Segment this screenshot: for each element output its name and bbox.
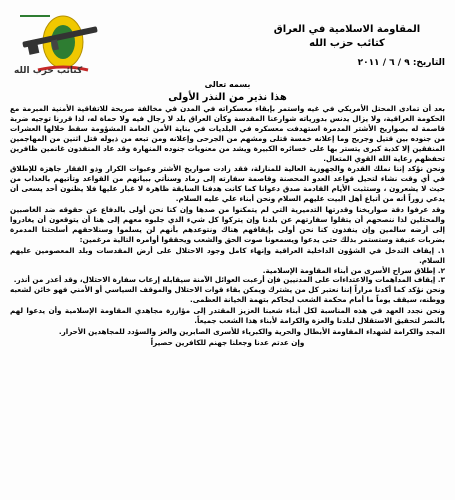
- letterhead-text: [247, 22, 447, 51]
- paragraph: المجد والكرامة لشهداء المقاومة الأبطال والحرية والكبرياء للأسرى الصابرين والعز والسؤدد للمجاهدين الأحرار.: [58, 326, 445, 336]
- statement-body: [10, 104, 445, 348]
- paragraph: ونحن نجدد العهد في هذه المناسبة لكل أبناء شعبنا العزيز المقتدر إلى مؤازرة مجاهدي المقاومة الإسلامية وأن يدعوا لهم بالنصر لتحقيق الاستقلال لبلدنا والعزة والكرامة لأبناء هذا الشعب جميعاً.: [10, 306, 445, 326]
- paragraph: وقد عرفوا دقة صواريخنا وقدرتها التدميرية التي لم يتمكنوا من صدها وإن كنا نحن أولى بالدفاع عن حقوقه ضد الغاصبين والمحتلين لذا ننصحهم أن يتقلوا سفارتهم عن بلدنا وإن يتركوا كل شيء الذي جلبوه معهم إلى هنا أن يتوقعون أن يغادروا إلى أرضه سالمين وإن ينفذون كنا نحن أولى بإيقافهم هناك ونتوعدهم بأنهم لن يسلموا وسنلاحقهم أسلحتنا المدمرة بضربات عنيفة وستستمر بذلك حتى يدعوا ويسمعونا صوت الحق والشعب ويحققوا أوامره التالية مرغمين:: [10, 205, 445, 244]
- basmala: بسمه تعالى: [204, 80, 251, 89]
- paragraph: ونحن نؤكد إننا نملك القدرة والجهوزية العالية للمنازلة، فقد زادت صواريخ الأشتر وعبوات الكرار وذو الفقار جاهزة للإطلاق في أي وقت نشاء لتحيل قواعد العدو المحصنة وقاصمة سفارته إلى رماد وسنأتي ببيانهم من القواعد وتأتيهم بالعذاب من حيث لا يشعرون ، وستثبت الأيام القادمة صدق دعوانا كما كانت هدفنا السابقة ظاهرة لا غبار عليها فلا يظنون أحد يسعى أن يدعي زوراً أنه من أتباع أهل البيت عليهم السلام ونحن أبناء علي عليه السلام.: [10, 164, 445, 204]
- logo-caption: كتائب حزب الله: [14, 66, 83, 76]
- date-label: التاريخ:: [412, 58, 445, 68]
- demand-item: ٣. إيقاف المداهمات والاعتداءات على المدنيين فإن أرعبت العوائل الآمنة سيقابله إرعاب سفارة الاحتلال، وقد أعذر من أنذر.: [13, 275, 445, 285]
- date-value: ٩ / ٦ / ٢٠١١: [357, 58, 410, 68]
- letterhead: [0, 0, 455, 86]
- date-line: [358, 58, 445, 68]
- statement-title: هذا نذير من النذر الأولى: [168, 92, 287, 103]
- brigade-name: كتائب حزب الله: [309, 38, 385, 49]
- demand-item: ٢. إطلاق سراح الأسرى من أبناء المقاومة الإسلامية.: [262, 265, 445, 275]
- organization-name: المقاومة الاسلامية في العراق: [273, 24, 421, 35]
- demand-item: ١. إيقاف التدخل في الشؤون الداخلية العراقية وإنهاء كامل وجود الاحتلال على أرض المقدسات وبلد المعصومين عليهم السلام.: [10, 245, 445, 265]
- paragraph: بعد أن تمادى المحتل الأمريكي في غيه واستمر بإبقاء معسكراته في المدن في مخالفة صريحة للاتفاقية الأمنية المبرمة مع الحكومة العراقية، ولا يزال يدنس بدورياته شوارعنا المقدسة وكأن العراق بلد لا رجال فيه ولا حماة له، لذا قررنا توجيه ضربة قاصمة له بصواريخ الأشتر المدمرة استهدفت معسكره في البلديات في بناية الأمن العامة المشؤومة سقط خلالها العشرات من جنوده بين قتيل وجريح وما إعلانه خمسة قتلى ومشهم من الجرحى وإعلانه ومن تبعه من ذيوله قتل اثنين من المهاجمين المنفقين إلا كذبة كبرى يتستر بها على خسائره الكبيرة ويشد من معنويات جنوده المنهارة وقد عاد المنفذون غانمين ظافرين تحفظهم رعاية الله القوي المتعال.: [10, 104, 445, 163]
- paragraph: ونحن نؤكد كما أكدنا مراراً إننا نعتبر كل من يشترك ويمكن بقاء قوات الاحتلال والموقف السياسي أو الأمني فهو خائن لشعبه ووطنه، سيقف يوماً ما أمام محكمة الشعب ليحاكم بتهمة الخيانة العظمى.: [10, 285, 445, 305]
- demands-list: [10, 246, 445, 286]
- closing-verse: وإن عدتم عدنا وجعلنا جهنم للكافرين حصيراً: [150, 337, 305, 347]
